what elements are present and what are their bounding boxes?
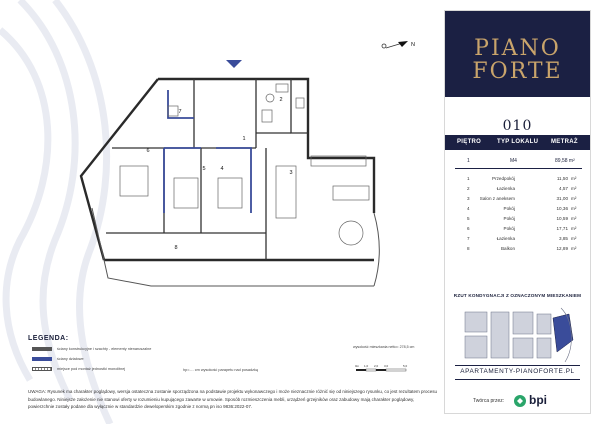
legend-title: LEGENDA: [28,335,69,342]
list-item [445,185,590,195]
room-no: 4 [467,206,470,211]
table-header [445,135,590,150]
room-unit: m² [571,216,577,221]
disclaimer-note: UWAGA: Rysunek ma charakter poglądowy, wersja ostateczna zostanie sporządzona na podstawie projektu wykonawczego i może nieznacznie różnić się od niniejszego rysunku, co jest rezultatem procesu budowlanego. Niniejsze założenie nie stanowi oferty w rozumieniu kupującego zawarte w umowie. Sposób rozmieszczenia mebli, urządzeń grzejników oraz zabudowy mają charakter poglądowy, powierzchnie zostały podane dla wyłącznie w standardzie deweloperskim zgodnie z normą pn iso 9836:2022-07. [28,389,437,409]
scale-label: 3,0 [384,364,389,368]
scale-bar [354,363,424,375]
room-no: 5 [467,216,470,221]
room-label-4: 4 [220,166,224,172]
room-unit: m² [571,196,577,201]
legend-item-label: miejsce pod montaż jednostki monolitnej [57,367,126,371]
room-area: 3,85 [559,236,568,241]
legend-item-structural [32,345,151,353]
info-panel [444,10,591,414]
room-area: 4,57 [559,186,568,191]
room-label-3: 3 [289,170,293,176]
room-name: Balkon [500,246,515,251]
room-list [445,175,590,255]
room-area: 10,36 [556,206,568,211]
list-item [445,175,590,185]
room-label-6: 6 [146,148,150,154]
legend-item-ac [32,365,125,373]
unit-summary-row [445,156,590,166]
room-name: Łazienka [496,186,515,191]
brand-logo-line2: FORTE [472,59,563,84]
room-unit: m² [571,206,577,211]
room-label-2: 2 [279,97,283,103]
room-name: Pokój [503,206,515,211]
header-area: METRAŻ [551,139,578,145]
list-item [445,215,590,225]
scale-label: 2,0 [374,364,379,368]
room-name: Przedpokój [492,176,515,181]
room-label-7: 7 [178,109,182,115]
room-area: 17,71 [556,226,568,231]
header-floor: PIĘTRO [457,139,482,145]
brand-logo-line1: PIANO [474,36,561,61]
room-no: 3 [467,196,470,201]
scale-label: 1,0 [364,364,369,368]
legend-item-partition [32,355,84,363]
room-name: Salon z aneksem [479,196,515,201]
legend [28,335,428,385]
partition-wall-swatch [32,357,52,361]
room-label-5: 5 [202,166,206,172]
divider [455,365,580,366]
room-no: 1 [467,176,470,181]
floor-plan [76,38,416,288]
list-item [445,225,590,235]
room-name: Pokój [503,226,515,231]
scale-label: 0m [355,364,360,368]
list-item [445,235,590,245]
developer-footer [445,391,590,411]
summary-area: 89,58 m² [555,158,575,164]
room-unit: m² [571,176,577,181]
room-name: Pokój [503,216,515,221]
ac-unit-swatch [32,367,52,371]
legend-item-label: ściany konstrukcyjne i szachty - elementy nienaruszalne [57,347,152,351]
unit-number: 010 [502,118,533,134]
summary-floor: 1 [467,158,470,164]
list-item [445,205,590,215]
bpi-logo-icon [513,394,527,408]
room-no: 7 [467,236,470,241]
compass-icon [378,38,418,60]
developer-label: Twórca przez: [473,398,505,404]
floor-overview-title: RZUT KONDYGNACJI Z OZNACZONYM MIESZKANIEM [453,293,582,298]
room-unit: m² [571,246,577,251]
structural-wall-swatch [32,347,52,351]
divider [455,379,580,380]
room-area: 31,00 [556,196,568,201]
summary-divider [455,168,582,169]
apartment-height-note: wysokość mieszkania netto= 278,5 cm [353,345,415,349]
floor-overview-map [461,306,577,366]
scale-label: 5,0 [403,364,408,368]
sill-height-note: hp=.... cm wysokość parapetu nad posadzką [183,368,259,372]
summary-type: M4 [510,158,517,164]
room-no: 8 [467,246,470,251]
room-no: 2 [467,186,470,191]
room-area: 11,50 [556,176,568,181]
website-link[interactable]: APARTAMENTY-PIANOFORTE.PL [460,368,575,375]
header-type: TYP LOKALU [497,139,539,145]
room-unit: m² [571,226,577,231]
room-area: 12,89 [556,246,568,251]
room-area: 10,59 [556,216,568,221]
room-unit: m² [571,236,577,241]
room-label-8: 8 [174,245,178,251]
list-item [445,195,590,205]
bpi-logo-text: bpi [529,393,547,407]
list-item [445,245,590,255]
room-no: 6 [467,226,470,231]
brand-header [445,11,590,97]
room-name: Łazienka [496,236,515,241]
room-unit: m² [571,186,577,191]
compass-label: N [411,42,415,48]
legend-item-label: ściany działowe [57,357,84,361]
highlighted-unit [553,314,573,352]
room-label-1: 1 [242,136,246,142]
